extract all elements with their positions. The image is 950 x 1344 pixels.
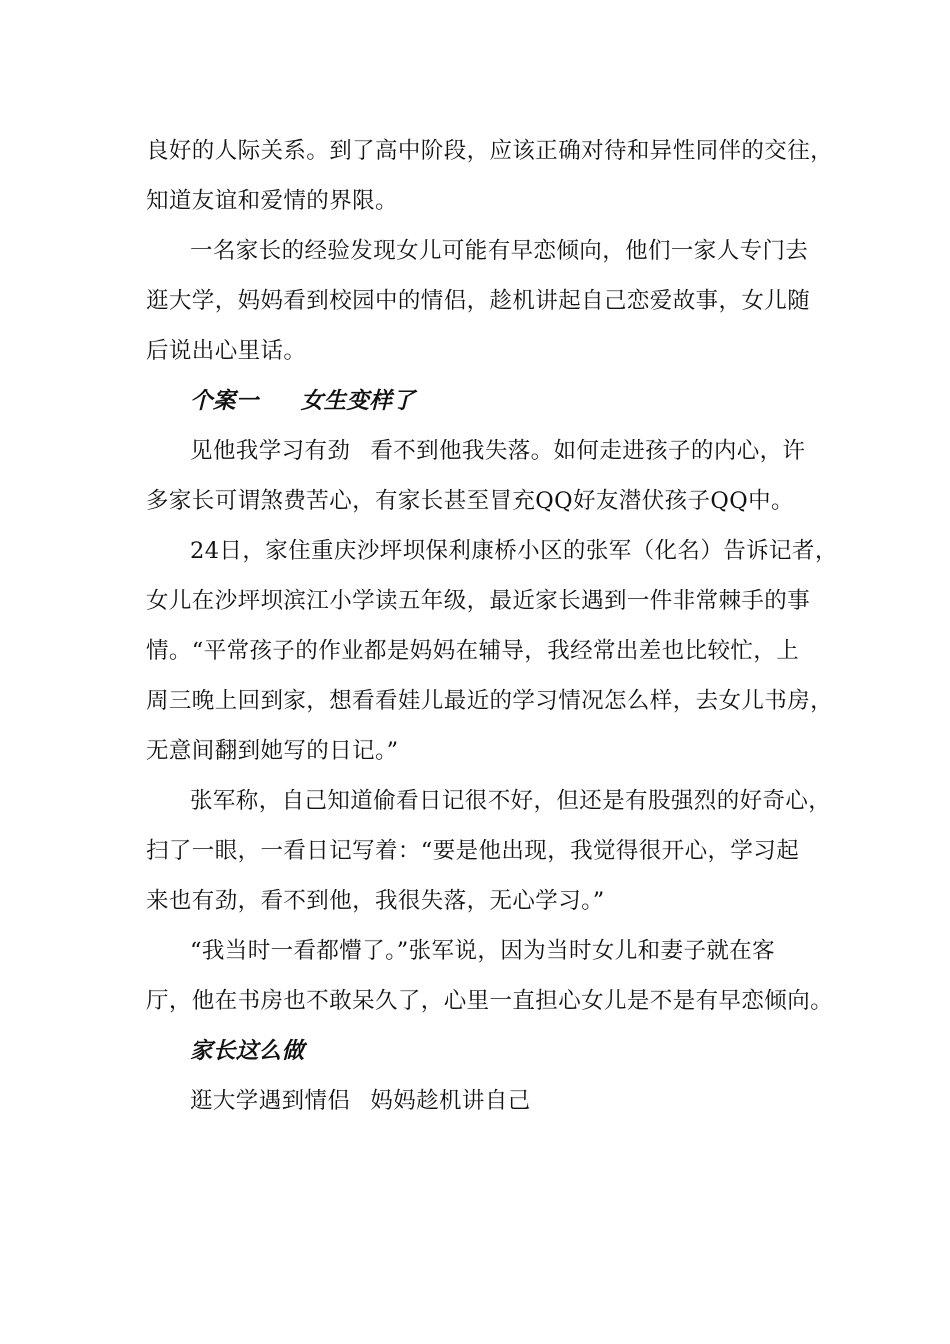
paragraph-start: “我当时一看都懵了。”张军说，因为当时女儿和妻子就在客 xyxy=(190,938,776,964)
text-line: 知道友谊和爱情的界限。 xyxy=(146,188,398,214)
text-line: 多家长可谓煞费苦心，有家长甚至冒充QQ好友潜伏孩子QQ中。 xyxy=(146,488,794,514)
subtitle-part-2: 妈妈趁机讲自己 xyxy=(370,1088,531,1114)
text-line: 来也有劲，看不到他，我很失落，无心学习。” xyxy=(146,888,605,914)
subtitle-part-1: 逛大学遇到情侣 xyxy=(190,1088,351,1114)
paragraph-start: 一名家长的经验发现女儿可能有早恋倾向，他们一家人专门去 xyxy=(190,238,809,264)
paragraph-start: 张军称，自己知道偷看日记很不好，但还是有股强烈的好奇心， xyxy=(190,788,832,814)
text-line: 扫了一眼，一看日记写着：“要是他出现，我觉得很开心，学习起 xyxy=(146,838,800,864)
case-title: 女生变样了 xyxy=(300,388,416,414)
text-line: 无意间翻到她写的日记。” xyxy=(146,738,399,764)
text-line: 后说出心里话。 xyxy=(146,338,307,364)
text-line: 厅，他在书房也不敢呆久了，心里一直担心女儿是不是有早恋倾向。 xyxy=(146,988,834,1014)
case-label: 个案一 xyxy=(190,388,259,414)
subsection-subtitle xyxy=(190,1086,531,1116)
text-line: 情。“平常孩子的作业都是妈妈在辅导，我经常出差也比较忙，上 xyxy=(146,638,800,664)
section-heading: 家长这么做 xyxy=(190,1038,305,1064)
text-line: 女儿在沙坪坝滨江小学读五年级，最近家长遇到一件非常棘手的事 xyxy=(146,588,811,614)
paragraph-start: 24日，家住重庆沙坪坝保利康桥小区的张军（化名）告诉记者， xyxy=(190,538,838,564)
subtitle-part-2: 看不到他我失落。如何走进孩子的内心，许 xyxy=(370,438,806,464)
subtitle-part-1: 见他我学习有劲 xyxy=(190,438,351,464)
text-line: 良好的人际关系。到了高中阶段，应该正确对待和异性同伴的交往， xyxy=(146,138,834,164)
case-heading xyxy=(190,386,415,416)
text-line: 周三晚上回到家，想看看娃儿最近的学习情况怎么样，去女儿书房， xyxy=(146,688,834,714)
paragraph-start xyxy=(190,436,805,466)
text-line: 逛大学，妈妈看到校园中的情侣，趁机讲起自己恋爱故事，女儿随 xyxy=(146,288,811,314)
